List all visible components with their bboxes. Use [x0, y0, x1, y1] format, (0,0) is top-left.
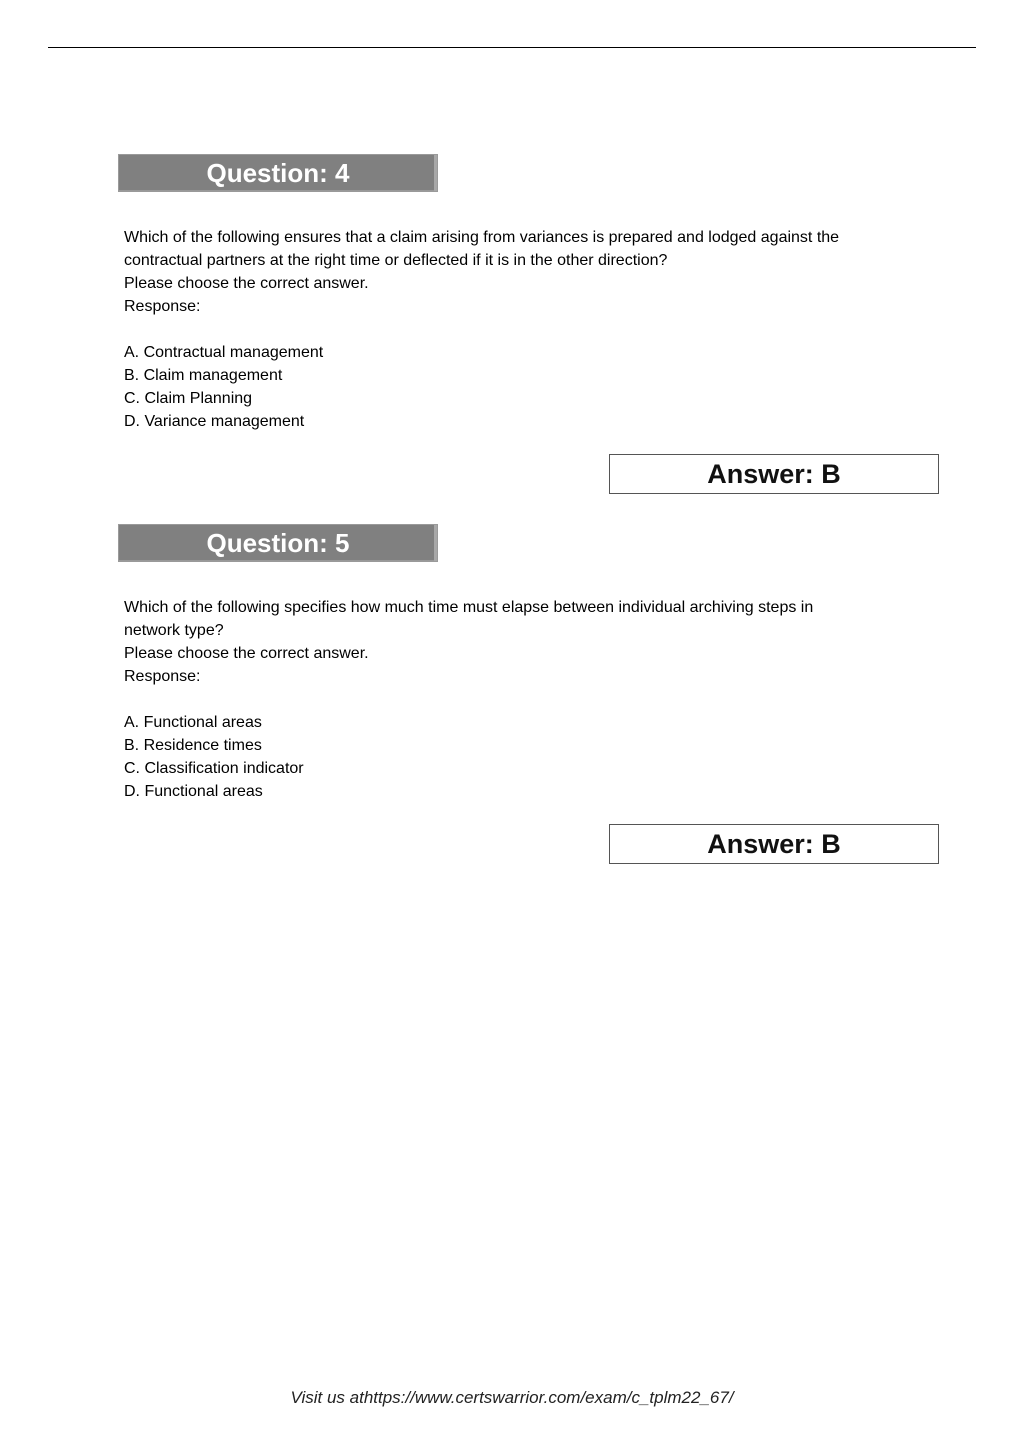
question-title: Question: 4	[118, 154, 438, 192]
instruction-text: Please choose the correct answer.	[124, 645, 369, 662]
option-d: D. Variance management	[124, 413, 305, 430]
option-c: C. Claim Planning	[124, 390, 253, 407]
question-text-line: Which of the following ensures that a claim arising from variances is prepared and lodged against the	[124, 229, 840, 246]
option-c: C. Classification indicator	[124, 760, 304, 777]
option-a: A. Contractual management	[124, 344, 324, 361]
instruction-text: Please choose the correct answer.	[124, 275, 369, 292]
options-list	[124, 341, 924, 433]
option-b: B. Residence times	[124, 737, 262, 754]
question-text-line: network type?	[124, 622, 224, 639]
question-title: Question: 5	[118, 524, 438, 562]
response-label: Response:	[124, 298, 201, 315]
question-body	[118, 596, 924, 803]
question-body	[118, 226, 924, 433]
question-block-4	[118, 154, 948, 449]
answer-box-5: Answer: B	[609, 824, 939, 864]
response-label: Response:	[124, 668, 201, 685]
options-list	[124, 711, 924, 803]
option-d: D. Functional areas	[124, 783, 263, 800]
option-b: B. Claim management	[124, 367, 283, 384]
question-text-line: Which of the following specifies how much time must elapse between individual archiving steps in	[124, 599, 814, 616]
footer-link-text[interactable]: Visit us athttps://www.certswarrior.com/exam/c_tplm22_67/	[290, 1388, 734, 1407]
option-a: A. Functional areas	[124, 714, 262, 731]
header-rule	[48, 47, 976, 48]
question-text-line: contractual partners at the right time or deflected if it is in the other direction?	[124, 252, 668, 269]
question-block-5	[118, 524, 948, 819]
answer-box-4: Answer: B	[609, 454, 939, 494]
